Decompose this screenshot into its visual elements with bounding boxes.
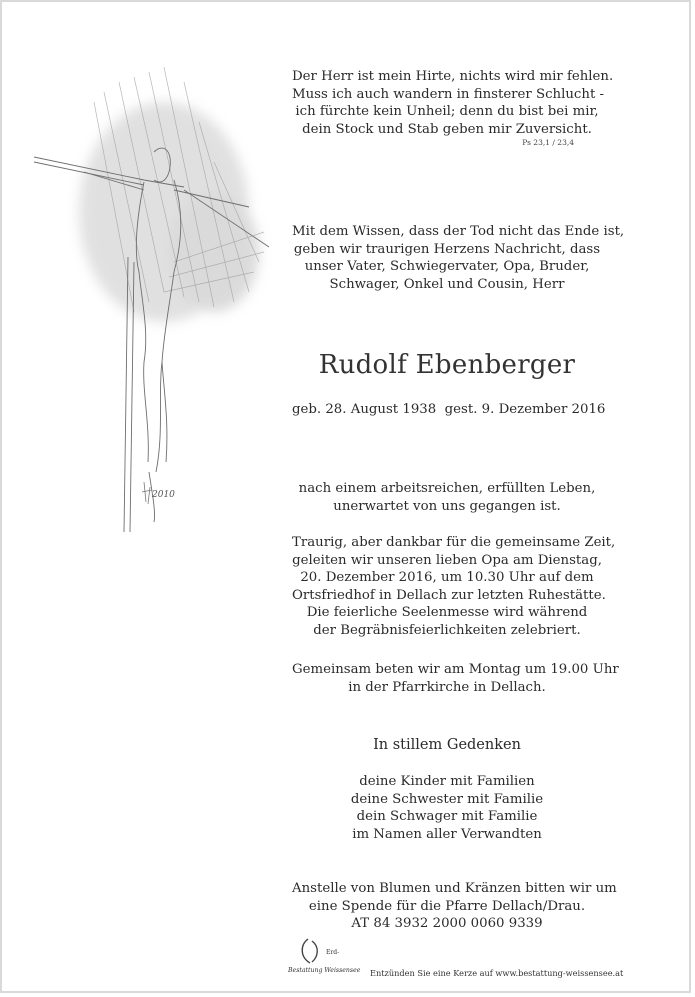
prayer-line: in der Pfarrkirche in Dellach. xyxy=(348,679,546,695)
psalm-line: Der Herr ist mein Hirte, nichts wird mir fehlen. xyxy=(292,69,614,84)
funeral-line: 20. Dezember 2016, um 10.30 Uhr auf dem xyxy=(300,570,594,586)
birth-death-dates: geb. 28. August 1938 gest. 9. Dezember 2016 xyxy=(292,402,606,417)
donation-request xyxy=(292,880,617,933)
psalm-line: ich fürchte kein Unheil; denn du bist bei mir, xyxy=(295,104,599,120)
footer-candle-link-text: Entzünden Sie eine Kerze auf www.bestattung-weissensee.at xyxy=(370,968,624,978)
mourners-list xyxy=(292,773,602,843)
mourners-heading: In stillem Gedenken xyxy=(373,737,521,753)
mourner-line: deine Kinder mit Familien xyxy=(359,774,535,789)
artwork-signature-year: 2010 xyxy=(152,490,175,500)
logo-main-text: Bestattung Weissensee xyxy=(288,967,361,974)
funeral-line: Die feierliche Seelenmesse wird während xyxy=(306,605,588,621)
life-line: unerwartet von uns gegangen ist. xyxy=(333,498,561,514)
funeral-line: Traurig, aber dankbar für die gemeinsame Zeit, xyxy=(292,535,616,550)
mourner-line: dein Schwager mit Familie xyxy=(356,809,538,825)
intro-line: unser Vater, Schwiegervater, Opa, Bruder, xyxy=(304,259,590,275)
funeral-home-logo xyxy=(286,935,366,975)
psalm-block xyxy=(292,68,614,148)
intro-line: Schwager, Onkel und Cousin, Herr xyxy=(329,276,565,292)
life-statement xyxy=(292,480,602,515)
donation-line: eine Spende für die Pfarre Dellach/Drau. xyxy=(308,898,586,914)
mourner-line: im Namen aller Verwandten xyxy=(352,826,542,842)
intro-line: geben wir traurigen Herzens Nachricht, dass xyxy=(293,241,601,257)
psalm-line: dein Stock und Stab geben mir Zuversicht. xyxy=(302,121,592,137)
psalm-line: Muss ich auch wandern in finsterer Schlucht - xyxy=(292,86,605,102)
prayer-line: Gemeinsam beten wir am Montag um 19.00 Uhr xyxy=(292,662,619,677)
donation-line: AT 84 3932 2000 0060 9339 xyxy=(351,916,543,932)
psalm-reference: Ps 23,1 / 23,4 xyxy=(522,138,574,148)
intro-line: Mit dem Wissen, dass der Tod nicht das Ende ist, xyxy=(292,224,625,239)
donation-line: Anstelle von Blumen und Kränzen bitten wir um xyxy=(292,881,617,896)
crucifix-sketch-illustration xyxy=(24,62,274,542)
life-line: nach einem arbeitsreichen, erfüllten Leben, xyxy=(298,481,596,496)
announcement-intro xyxy=(292,223,625,293)
funeral-line: Ortsfriedhof in Dellach zur letzten Ruhestätte. xyxy=(292,587,606,603)
mourner-line: deine Schwester mit Familie xyxy=(350,791,544,807)
deceased-name: Rudolf Ebenberger xyxy=(318,350,576,380)
logo-small-text: Erd- xyxy=(326,949,340,956)
funeral-details xyxy=(292,534,616,640)
funeral-line: geleiten wir unseren lieben Opa am Dienstag, xyxy=(292,552,602,568)
funeral-line: der Begräbnisfeierlichkeiten zelebriert. xyxy=(313,622,581,638)
prayer-details xyxy=(292,661,619,696)
